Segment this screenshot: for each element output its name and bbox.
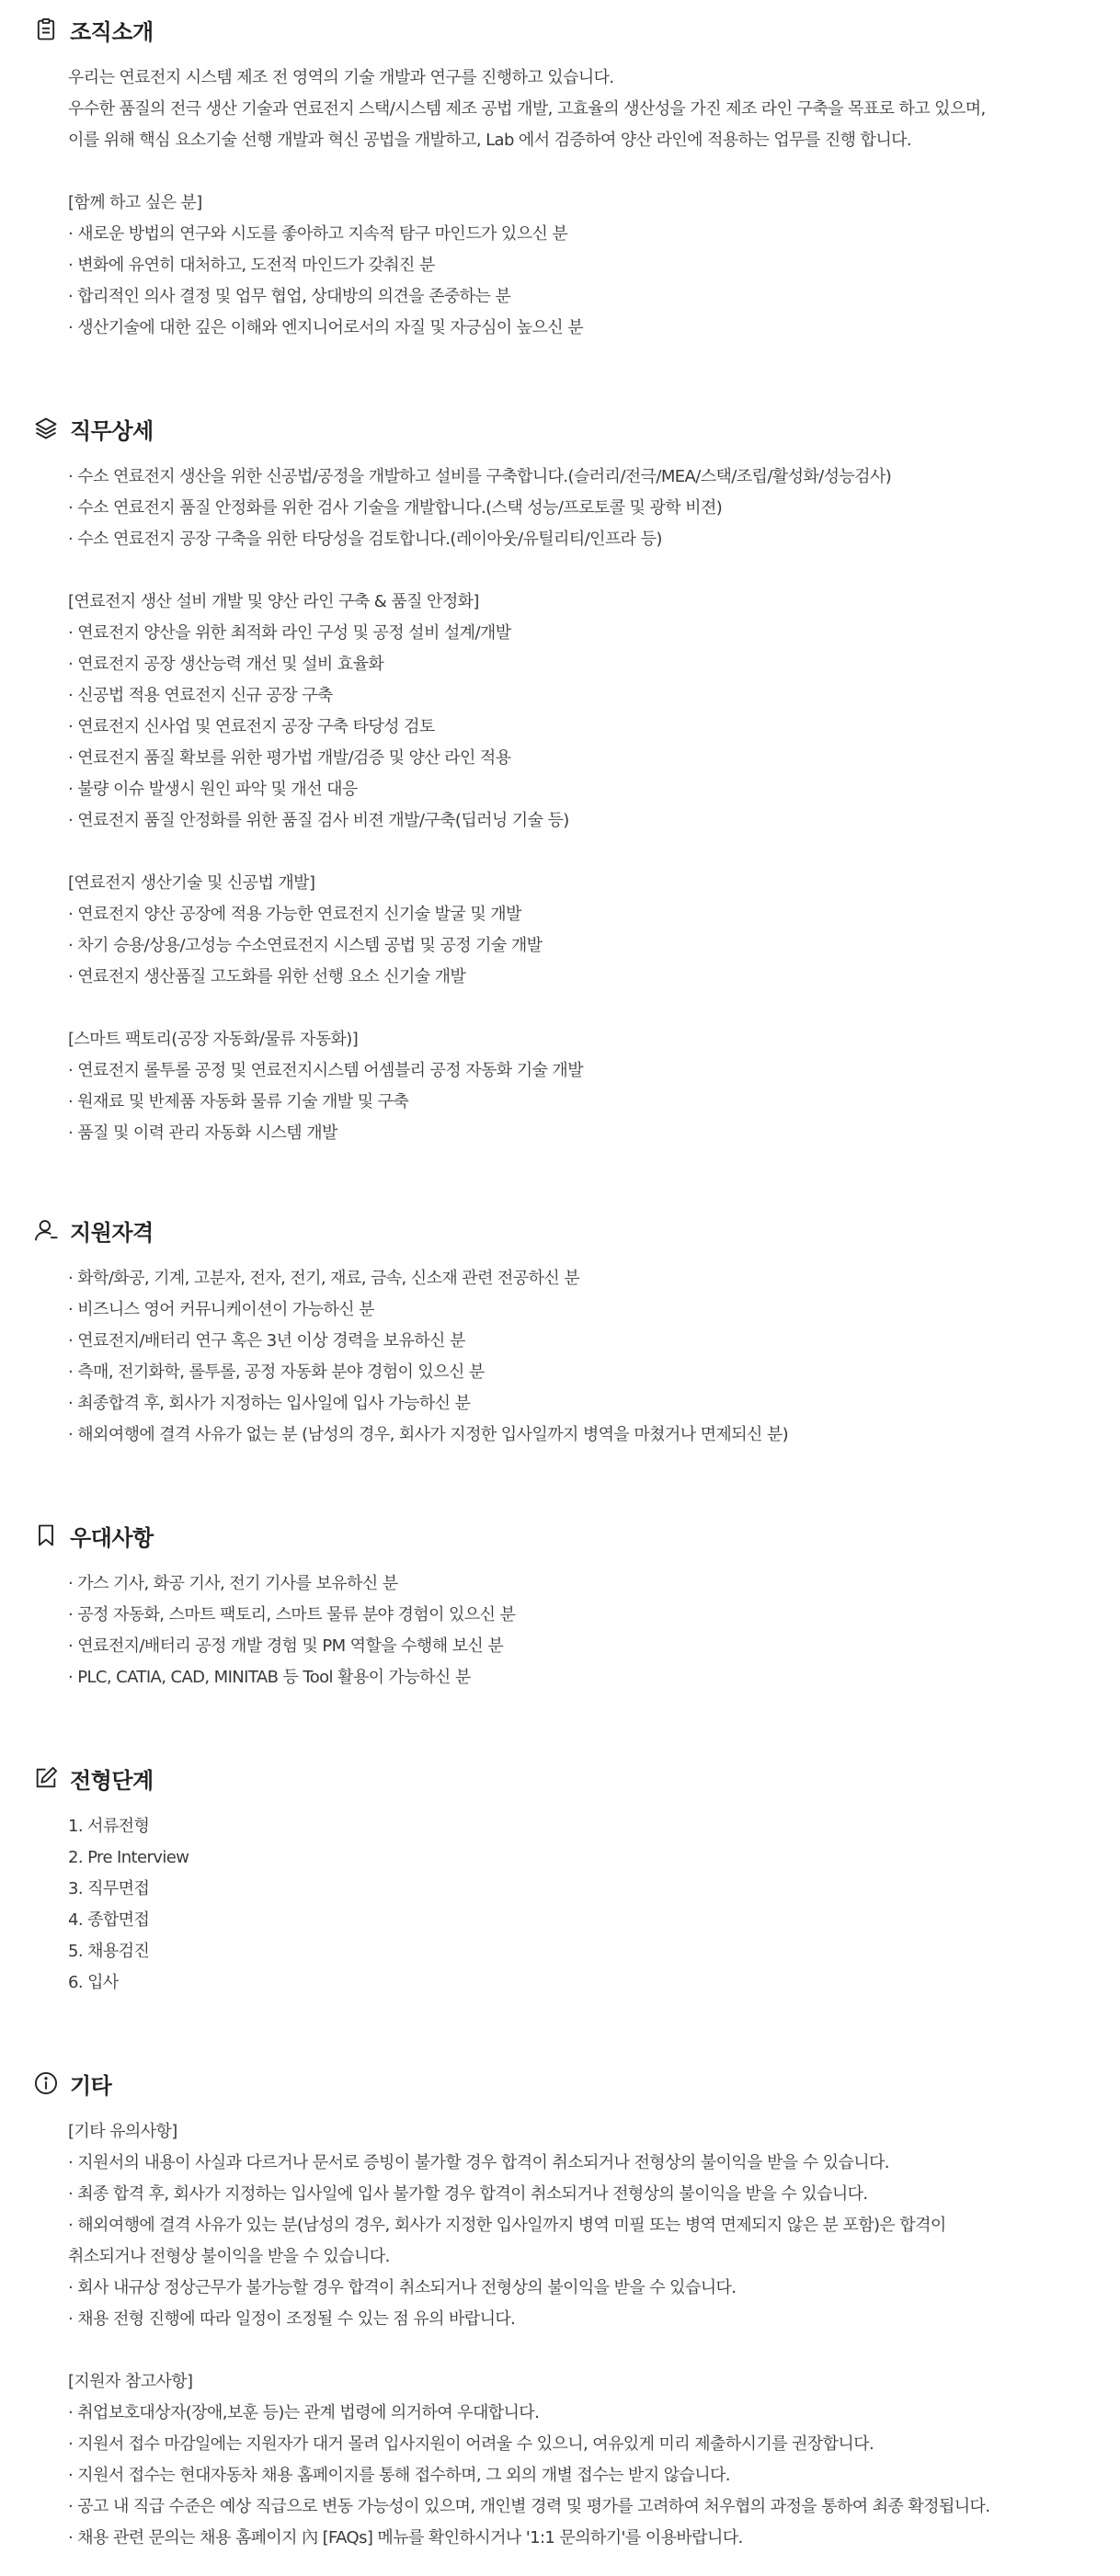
list-item: · 연료전지 신사업 및 연료전지 공장 구축 타당성 검토 bbox=[68, 717, 435, 736]
section-header bbox=[33, 1760, 1100, 1796]
text-line: 취소되거나 전형상 불이익을 받을 수 있습니다. bbox=[68, 2247, 390, 2266]
list-item: · 연료전지 양산 공장에 적용 가능한 연료전지 신기술 발굴 및 개발 bbox=[68, 905, 521, 924]
section-body bbox=[68, 1568, 1100, 1693]
list-item: · 최종합격 후, 회사가 지정하는 입사일에 입사 가능하신 분 bbox=[68, 1394, 471, 1413]
subheading: [지원자 참고사항] bbox=[68, 2372, 193, 2391]
list-item: · 가스 기사, 화공 기사, 전기 기사를 보유하신 분 bbox=[68, 1574, 398, 1593]
list-item: · 새로운 방법의 연구와 시도를 좋아하고 지속적 탐구 마인드가 있으신 분 bbox=[68, 224, 568, 244]
section-body bbox=[68, 2116, 1100, 2554]
list-item: · 공고 내 직급 수준은 예상 직급으로 변동 가능성이 있으며, 개인별 경력 및 평가를 고려하여 처우협의 과정을 통하여 최종 확정됩니다. bbox=[68, 2497, 990, 2516]
list-item: · 연료전지 양산을 위한 최적화 라인 구성 및 공정 설비 설계/개발 bbox=[68, 623, 511, 643]
section-preferred bbox=[33, 1517, 1100, 1693]
text-line: 이를 위해 핵심 요소기술 선행 개발과 혁신 공법을 개발하고, Lab 에서 검증하여 양산 라인에 적용하는 업무를 진행 합니다. bbox=[68, 131, 912, 150]
list-item: · 합리적인 의사 결정 및 업무 협업, 상대방의 의견을 존중하는 분 bbox=[68, 287, 511, 306]
list-item: · 회사 내규상 정상근무가 불가능할 경우 합격이 취소되거나 전형상의 불이익을 받을 수 있습니다. bbox=[68, 2278, 737, 2297]
section-title: 우대사항 bbox=[70, 1524, 154, 1551]
spacer bbox=[68, 156, 1100, 188]
list-item: · 연료전지/배터리 공정 개발 경험 및 PM 역할을 수행해 보신 분 bbox=[68, 1636, 504, 1656]
list-item: · 수소 연료전지 품질 안정화를 위한 검사 기술을 개발합니다.(스택 성능/프로토콜 및 광학 비젼) bbox=[68, 498, 723, 518]
list-item: 6. 입사 bbox=[68, 1973, 119, 1992]
subheading: [연료전지 생산 설비 개발 및 양산 라인 구축 & 품질 안정화] bbox=[68, 592, 479, 611]
section-title: 전형단계 bbox=[70, 1767, 154, 1794]
list-item: 2. Pre Interview bbox=[68, 1848, 189, 1867]
section-duties bbox=[33, 410, 1100, 1149]
section-title: 직무상세 bbox=[70, 417, 154, 444]
section-header bbox=[33, 2065, 1100, 2102]
subheading: [기타 유의사항] bbox=[68, 2122, 177, 2141]
section-header bbox=[33, 410, 1100, 447]
list-item: · 공정 자동화, 스마트 팩토리, 스마트 물류 분야 경험이 있으신 분 bbox=[68, 1605, 516, 1624]
list-item: · 비즈니스 영어 커뮤니케이션이 가능하신 분 bbox=[68, 1300, 374, 1319]
section-body bbox=[68, 63, 1100, 344]
section-header bbox=[33, 1517, 1100, 1554]
list-item: 4. 종합면접 bbox=[68, 1910, 150, 1930]
list-item: · 측매, 전기화학, 롤투롤, 공정 자동화 분야 경험이 있으신 분 bbox=[68, 1362, 485, 1382]
section-title: 지원자격 bbox=[70, 1219, 154, 1246]
subheading: [함께 하고 싶은 분] bbox=[68, 193, 202, 212]
list-item: · 연료전지 생산품질 고도화를 위한 선행 요소 신기술 개발 bbox=[68, 967, 466, 986]
spacer bbox=[68, 2335, 1100, 2366]
list-item: · 연료전지 롤투롤 공정 및 연료전지시스템 어셈블리 공정 자동화 기술 개발 bbox=[68, 1061, 583, 1080]
list-item: 5. 채용검진 bbox=[68, 1942, 150, 1961]
list-item: · 품질 및 이력 관리 자동화 시스템 개발 bbox=[68, 1123, 337, 1143]
list-item: · 차기 승용/상용/고성능 수소연료전지 시스템 공법 및 공정 기술 개발 bbox=[68, 936, 543, 955]
list-item: · 연료전지/배터리 연구 혹은 3년 이상 경력을 보유하신 분 bbox=[68, 1331, 465, 1351]
section-title: 조직소개 bbox=[70, 18, 154, 45]
section-body bbox=[68, 1263, 1100, 1451]
list-item: · 연료전지 공장 생산능력 개선 및 설비 효율화 bbox=[68, 655, 384, 674]
section-body bbox=[68, 462, 1100, 1149]
user-icon bbox=[33, 1217, 59, 1243]
list-item: · 지원서 접수 마감일에는 지원자가 대거 몰려 입사지원이 어려울 수 있으니, 여유있게 미리 제출하시기를 권장합니다. bbox=[68, 2434, 874, 2454]
list-item: · 신공법 적용 연료전지 신규 공장 구축 bbox=[68, 686, 333, 705]
list-item: · 연료전지 품질 확보를 위한 평가법 개발/검증 및 양산 라인 적용 bbox=[68, 748, 511, 768]
section-etc bbox=[33, 2065, 1100, 2554]
layers-icon bbox=[33, 416, 59, 441]
section-intro bbox=[33, 11, 1100, 344]
clipboard-icon bbox=[33, 17, 59, 42]
list-item: · 취업보호대상자(장애,보훈 등)는 관계 법령에 의거하여 우대합니다. bbox=[68, 2403, 540, 2422]
spacer bbox=[68, 837, 1100, 868]
list-item: · 생산기술에 대한 깊은 이해와 엔지니어로서의 자질 및 자긍심이 높으신 분 bbox=[68, 318, 583, 337]
section-qualifications bbox=[33, 1212, 1100, 1451]
list-item: · 불량 이슈 발생시 원인 파악 및 개선 대응 bbox=[68, 780, 358, 799]
list-item: · 변화에 유연히 대처하고, 도전적 마인드가 갖춰진 분 bbox=[68, 256, 435, 275]
list-item: · PLC, CATIA, CAD, MINITAB 등 Tool 활용이 가능하신 분 bbox=[68, 1668, 471, 1687]
subheading: [연료전지 생산기술 및 신공법 개발] bbox=[68, 873, 315, 893]
list-item: · 화학/화공, 기계, 고분자, 전자, 전기, 재료, 금속, 신소재 관련 전공하신 분 bbox=[68, 1269, 580, 1288]
list-item: · 최종 합격 후, 회사가 지정하는 입사일에 입사 불가할 경우 합격이 취소되거나 전형상의 불이익을 받을 수 있습니다. bbox=[68, 2184, 868, 2204]
section-process bbox=[33, 1760, 1100, 1999]
spacer bbox=[68, 993, 1100, 1024]
list-item: · 채용 관련 문의는 채용 홈페이지 內 [FAQs] 메뉴를 확인하시거나 '1:1 문의하기'를 이용바랍니다. bbox=[68, 2528, 743, 2548]
section-header bbox=[33, 11, 1100, 48]
list-item: · 연료전지 품질 안정화를 위한 품질 검사 비젼 개발/구축(딥러닝 기술 등) bbox=[68, 811, 569, 830]
spacer bbox=[68, 555, 1100, 587]
list-item: · 지원서의 내용이 사실과 다르거나 문서로 증빙이 불가할 경우 합격이 취소되거나 전형상의 불이익을 받을 수 있습니다. bbox=[68, 2153, 889, 2172]
subheading: [스마트 팩토리(공장 자동화/물류 자동화)] bbox=[68, 1030, 359, 1049]
list-item: · 수소 연료전지 공장 구축을 위한 타당성을 검토합니다.(레이아웃/유틸리티/인프라 등) bbox=[68, 530, 662, 549]
section-body bbox=[68, 1811, 1100, 1999]
section-title: 기타 bbox=[70, 2072, 112, 2099]
list-item: · 수소 연료전지 생산을 위한 신공법/공정을 개발하고 설비를 구축합니다.(슬러리/전극/MEA/스택/조립/활성화/성능검사) bbox=[68, 467, 892, 486]
list-item: · 해외여행에 결격 사유가 있는 분(남성의 경우, 회사가 지정한 입사일까지 병역 미필 또는 병역 면제되지 않은 분 포함)은 합격이 bbox=[68, 2216, 946, 2235]
text-line: 우수한 품질의 전극 생산 기술과 연료전지 스택/시스템 제조 공법 개발, 고효율의 생산성을 가진 제조 라인 구축을 목표로 하고 있으며, bbox=[68, 99, 986, 119]
list-item: 3. 직무면접 bbox=[68, 1879, 150, 1898]
section-header bbox=[33, 1212, 1100, 1248]
edit-icon bbox=[33, 1765, 59, 1791]
info-icon bbox=[33, 2070, 59, 2096]
bookmark-icon bbox=[33, 1522, 59, 1548]
list-item: · 채용 전형 진행에 따라 일정이 조정될 수 있는 점 유의 바랍니다. bbox=[68, 2309, 516, 2329]
text-line: 우리는 연료전지 시스템 제조 전 영역의 기술 개발과 연구를 진행하고 있습니다. bbox=[68, 68, 614, 87]
list-item: · 원재료 및 반제품 자동화 물류 기술 개발 및 구축 bbox=[68, 1092, 409, 1111]
list-item: · 지원서 접수는 현대자동차 채용 홈페이지를 통해 접수하며, 그 외의 개별 접수는 받지 않습니다. bbox=[68, 2466, 730, 2485]
list-item: · 해외여행에 결격 사유가 없는 분 (남성의 경우, 회사가 지정한 입사일까지 병역을 마쳤거나 면제되신 분) bbox=[68, 1425, 789, 1444]
list-item: 1. 서류전형 bbox=[68, 1817, 150, 1836]
